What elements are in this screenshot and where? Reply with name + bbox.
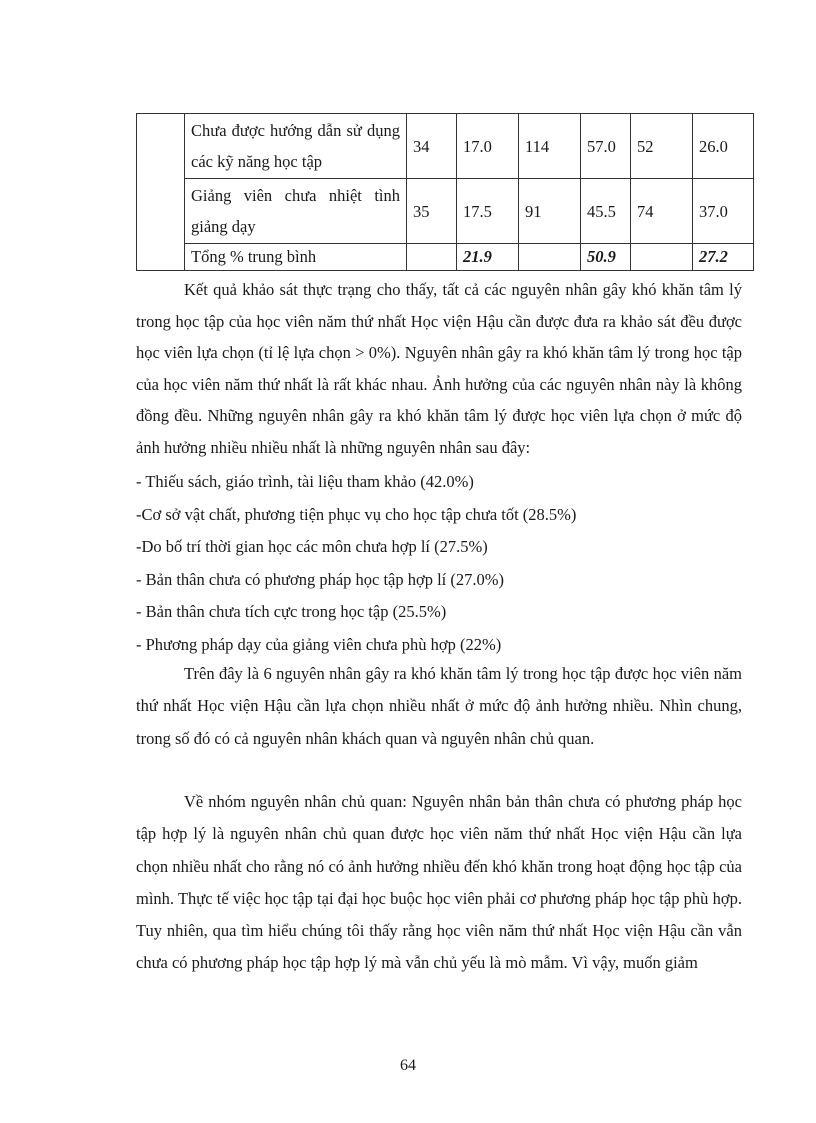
- survey-results-table: [136, 113, 754, 271]
- table-cell: [519, 244, 581, 271]
- page-number: 64: [400, 1057, 416, 1074]
- table-total-row: [137, 244, 754, 271]
- paragraph-block-1: [136, 274, 742, 464]
- list-item: -Do bố trí thời gian học các môn chưa hợp lí (27.5%): [136, 537, 488, 556]
- table-cell: 17.5: [457, 179, 519, 244]
- total-value: 50.9: [581, 244, 631, 271]
- table-row: [137, 114, 754, 179]
- row-label: Chưa được hướng dẫn sử dụng các kỹ năng học tập: [185, 114, 407, 179]
- table-cell: 35: [407, 179, 457, 244]
- table-cell: 91: [519, 179, 581, 244]
- list-item: - Bản thân chưa có phương pháp học tập hợp lí (27.0%): [136, 569, 504, 589]
- table-cell: 34: [407, 114, 457, 179]
- list-item: - Bản thân chưa tích cực trong học tập (25.5%): [136, 602, 447, 621]
- total-label: Tổng % trung bình: [185, 244, 407, 271]
- table-cell: 74: [631, 179, 693, 244]
- table-cell: 57.0: [581, 114, 631, 179]
- table-cell: [407, 244, 457, 271]
- paragraph-block-2: [136, 658, 742, 755]
- paragraph: Kết quả khảo sát thực trạng cho thấy, tất cả các nguyên nhân gây khó khăn tâm lý trong học tập của học viên năm thứ nhất Học viện Hậu cần được đưa ra khảo sát đều được học viên lựa chọn (tỉ lệ lựa chọn > 0%). Nguyên nhân gây ra khó khăn tâm lý trong học tập của học viên năm thứ nhất là rất khác nhau. Ảnh hưởng của các nguyên nhân này là không đồng đều. Những nguyên nhân gây ra khó khăn tâm lý được học viên lựa chọn ở mức độ ảnh hưởng nhiều nhiều nhất là những nguyên nhân sau đây:: [136, 280, 742, 457]
- list-item: - Thiếu sách, giáo trình, tài liệu tham khảo (42.0%): [136, 472, 474, 491]
- table-cell: 52: [631, 114, 693, 179]
- total-value: 21.9: [457, 244, 519, 271]
- table-cell: 114: [519, 114, 581, 179]
- table-cell: 26.0: [693, 114, 754, 179]
- group-cell: [137, 114, 185, 271]
- row-label: Giảng viên chưa nhiệt tình giảng dạy: [185, 179, 407, 244]
- table-cell: 37.0: [693, 179, 754, 244]
- cause-list: [136, 466, 742, 661]
- table-cell: 45.5: [581, 179, 631, 244]
- total-value: 27.2: [693, 244, 754, 271]
- table-row: [137, 179, 754, 244]
- table-cell: [631, 244, 693, 271]
- paragraph: Trên đây là 6 nguyên nhân gây ra khó khăn tâm lý trong học tập được học viên năm thứ nhất Học viện Hậu cần lựa chọn nhiều nhất ở mức độ ảnh hưởng nhiều. Nhìn chung, trong số đó có cả nguyên nhân khách quan và nguyên nhân chủ quan.: [136, 664, 742, 748]
- paragraph-block-3: [136, 786, 742, 980]
- list-item: - Phương pháp dạy của giảng viên chưa phù hợp (22%): [136, 634, 502, 654]
- paragraph: Về nhóm nguyên nhân chủ quan: Nguyên nhân bản thân chưa có phương pháp học tập hợp lý là nguyên nhân chủ quan được học viên năm thứ nhất Học viện Hậu cần lựa chọn nhiều nhất cho rằng nó có ảnh hưởng nhiều đến khó khăn trong hoạt động học tập của mình. Thực tế việc học tập tại đại học buộc học viên phải cơ phương pháp học tập phù hợp. Tuy nhiên, qua tìm hiểu chúng tôi thấy rằng học viên năm thứ nhất Học viện Hậu cần vẫn chưa có phương pháp học tập hợp lý mà vẫn chủ yếu là mò mẫm. Vì vậy, muốn giảm: [136, 792, 742, 973]
- table-cell: 17.0: [457, 114, 519, 179]
- list-item: -Cơ sở vật chất, phương tiện phục vụ cho học tập chưa tốt (28.5%): [136, 504, 577, 524]
